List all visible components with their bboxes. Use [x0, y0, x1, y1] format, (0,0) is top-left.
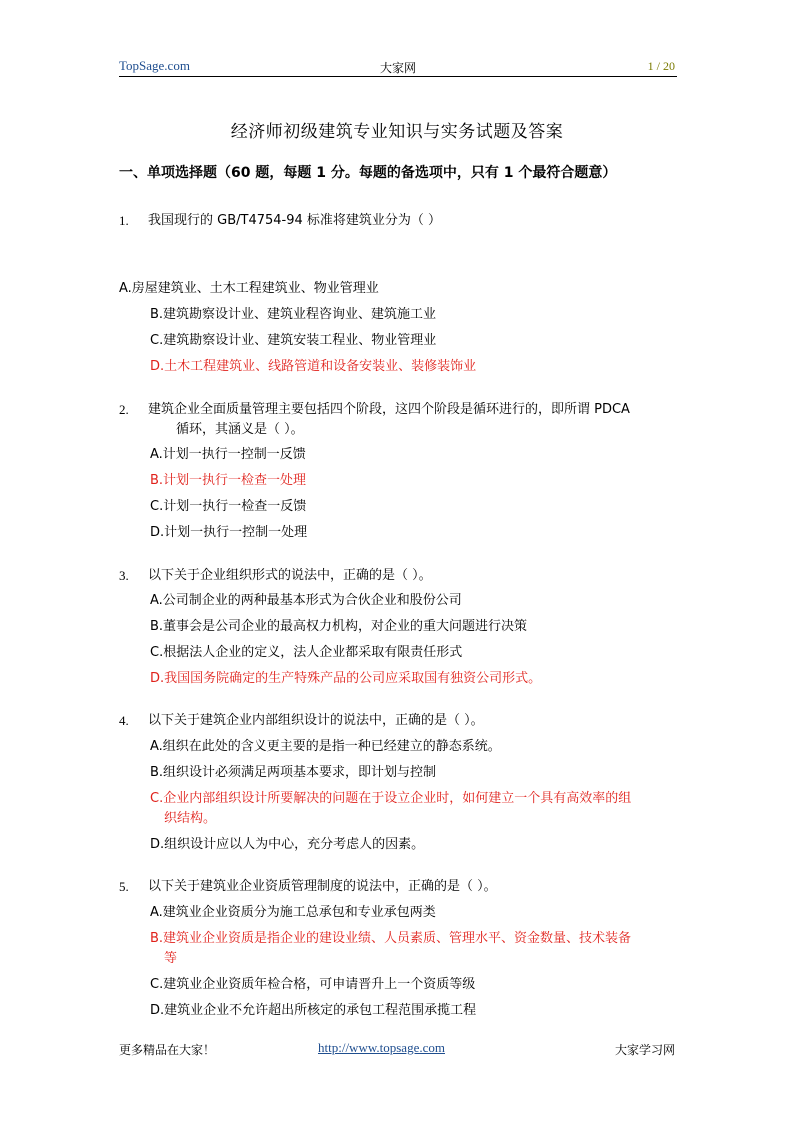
option-a: A.建筑业企业资质分为施工总承包和专业承包两类 [150, 905, 436, 920]
question-stem: 以下关于企业组织形式的说法中，正确的是（ ）。 [148, 568, 432, 583]
option-c: C.根据法人企业的定义，法人企业都采取有限责任形式 [150, 645, 463, 660]
question-number: 3. [119, 568, 129, 583]
question-stem: 以下关于建筑企业内部组织设计的说法中，正确的是（ ）。 [148, 713, 484, 728]
question-stem: 建筑企业全面质量管理主要包括四个阶段，这四个阶段是循环进行的，即所谓 PDCA [148, 402, 630, 417]
option-b: B.组织设计必须满足两项基本要求，即计划与控制 [150, 765, 437, 780]
section-heading: 一、单项选择题（60 题，每题 1 分。每题的备选项中，只有 1 个最符合题意） [119, 165, 617, 181]
footer-right-text: 大家学习网 [614, 1043, 675, 1057]
question-stem-continued: 循环，其涵义是（ ）。 [176, 422, 304, 437]
option-a: A.公司制企业的两种最基本形式为合伙企业和股份公司 [150, 593, 462, 608]
option-b-answer-continued: 等 [164, 951, 178, 966]
option-b: B.建筑勘察设计业、建筑业程咨询业、建筑施工业 [150, 307, 437, 322]
option-c: C.建筑业企业资质年检合格，可申请晋升上一个资质等级 [150, 977, 476, 992]
question-number: 5. [119, 879, 129, 894]
option-a: A.组织在此处的含义更主要的是指一种已经建立的静态系统。 [150, 739, 501, 754]
option-c-answer-continued: 织结构。 [164, 811, 217, 826]
page-header [119, 56, 677, 77]
option-d-answer: D.土木工程建筑业、线路管道和设备安装业、装修装饰业 [150, 359, 477, 374]
question-stem: 我国现行的 GB/T4754-94 标准将建筑业分为（ ） [148, 213, 442, 228]
option-d-answer: D.我国国务院确定的生产特殊产品的公司应采取国有独资公司形式。 [150, 671, 542, 686]
header-center-text: 大家网 [379, 61, 416, 75]
document-title: 经济师初级建筑专业知识与实务试题及答案 [230, 122, 564, 142]
option-c: C.计划一执行一检查一反馈 [150, 499, 307, 514]
question-number: 4. [119, 713, 129, 728]
footer-left-text: 更多精品在大家！ [119, 1043, 216, 1057]
option-c-answer: C.企业内部组织设计所要解决的问题在于设立企业时，如何建立一个具有高效率的组 [150, 791, 632, 806]
option-a: A.计划一执行一控制一反馈 [150, 447, 306, 462]
footer-url-link[interactable]: http://www.topsage.com [318, 1040, 445, 1055]
question-stem: 以下关于建筑业企业资质管理制度的说法中，正确的是（ ）。 [148, 879, 497, 894]
page-number: 1 / 20 [647, 59, 675, 73]
option-a: A.房屋建筑业、土木工程建筑业、物业管理业 [119, 281, 379, 296]
header-site-link[interactable]: TopSage.com [119, 58, 190, 73]
option-b-answer: B.计划一执行一检查一处理 [150, 473, 307, 488]
option-d: D.建筑业企业不允许超出所核定的承包工程范围承揽工程 [150, 1003, 477, 1018]
question-number: 2. [119, 402, 129, 417]
option-d: D.组织设计应以人为中心，充分考虑人的因素。 [150, 837, 425, 852]
option-c: C.建筑勘察设计业、建筑安装工程业、物业管理业 [150, 333, 437, 348]
option-d: D.计划一执行一控制一处理 [150, 525, 308, 540]
option-b: B.董事会是公司企业的最高权力机构，对企业的重大问题进行决策 [150, 619, 528, 634]
question-number: 1. [119, 213, 129, 228]
page-footer [119, 1039, 675, 1059]
option-b-answer: B.建筑业企业资质是指企业的建设业绩、人员素质、管理水平、资金数量、技术装备 [150, 931, 632, 946]
